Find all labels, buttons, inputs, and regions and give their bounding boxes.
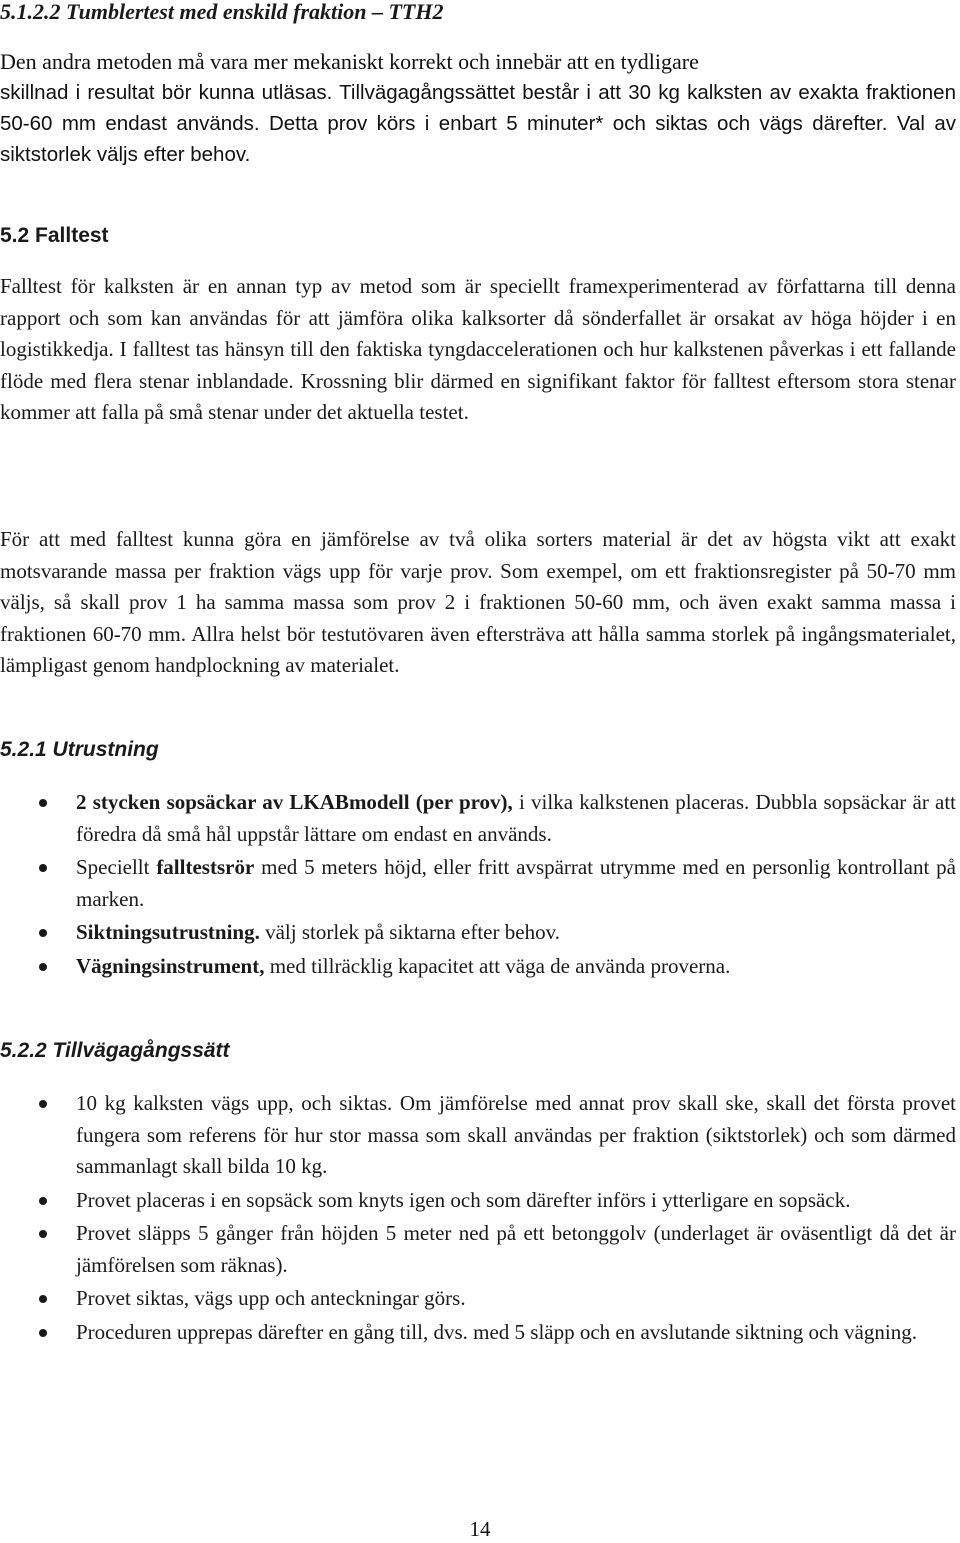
paragraph-body: skillnad i resultat bör kunna utläsas. Tillvägagångssättet består i att 30 kg kalksten av exakta fraktionen 50-60 mm endast används. Detta prov körs i enbart 5 minuter* och siktas och vägs därefter. Val av siktstorlek väljs efter behov.	[0, 81, 956, 166]
bullet-icon	[39, 1230, 47, 1238]
bullet-icon	[39, 799, 47, 807]
bullet-icon	[39, 1197, 47, 1205]
list-item: Provet placeras i en sopsäck som knyts igen och som därefter införs i ytterligare en sopsäck.	[0, 1185, 956, 1217]
page-number: 14	[469, 1517, 491, 1541]
section-5-1-2-2-paragraph	[0, 46, 956, 170]
bullet-icon	[39, 1295, 47, 1303]
bullet-icon	[39, 963, 47, 971]
bullet-icon	[39, 1100, 47, 1108]
list-item: 10 kg kalksten vägs upp, och siktas. Om jämförelse med annat prov skall ske, skall det första provet fungera som referens för hur stor massa som skall användas per fraktion (siktstorlek) och som därmed sammanlagt skall bilda 10 kg.	[0, 1088, 956, 1183]
falltest-paragraph-1: Falltest för kalksten är en annan typ av metod som är speciellt framexperimenterad av författarna till denna rapport och som kan användas för att jämföra olika kalksorter då sönderfallet är orsakat av höga höjder i en logistikkedja. I falltest tas hänsyn till den faktiska tyngdaccelerationen och hur kalkstenen påverkas i ett fallande flöde med flera stenar inblandade. Krossning blir därmed en signifikant faktor för falltest eftersom stora stenar kommer att falla på små stenar under det aktuella testet.	[0, 274, 956, 424]
bullet-icon	[39, 864, 47, 872]
section-heading-5-2-1: 5.2.1 Utrustning	[0, 738, 159, 761]
bullet-icon	[39, 1329, 47, 1337]
procedure-list	[0, 1088, 956, 1348]
falltest-paragraph-2: För att med falltest kunna göra en jämförelse av två olika sorters material är det av högsta vikt att exakt motsvarande massa per fraktion vägs upp för varje prov. Som exempel, om ett fraktionsregister på 50-70 mm väljs, så skall prov 1 ha samma massa som prov 2 i fraktionen 50-60 mm, och även exakt samma massa i fraktionen 60-70 mm. Allra helst bör testutövaren även eftersträva att hålla samma storlek på ingångsmaterialet, lämpligast genom handplockning av materialet.	[0, 527, 956, 677]
equipment-list	[0, 787, 956, 982]
list-item: Provet släpps 5 gånger från höjden 5 meter ned på ett betonggolv (underlaget är oväsentligt då det är jämförelsen som räknas).	[0, 1218, 956, 1281]
list-item: Speciellt falltestsrör med 5 meters höjd, eller fritt avspärrat utrymme med en personlig kontrollant på marken.	[0, 852, 956, 915]
list-item: 2 stycken sopsäckar av LKABmodell (per prov), i vilka kalkstenen placeras. Dubbla sopsäckar är att föredra då små hål uppstår lättare om endast en används.	[0, 787, 956, 850]
section-heading-5-2: 5.2 Falltest	[0, 224, 109, 247]
list-item: Provet siktas, vägs upp och anteckningar görs.	[0, 1283, 956, 1315]
list-item: Vägningsinstrument, med tillräcklig kapacitet att väga de använda proverna.	[0, 951, 956, 983]
section-heading-5-1-2-2: 5.1.2.2 Tumblertest med enskild fraktion – TTH2	[0, 0, 444, 24]
section-heading-5-2-2: 5.2.2 Tillvägagångssätt	[0, 1039, 230, 1062]
list-item: Siktningsutrustning. välj storlek på siktarna efter behov.	[0, 917, 956, 949]
bullet-icon	[39, 929, 47, 937]
paragraph-line-1: Den andra metoden må vara mer mekaniskt korrekt och innebär att en tydligare	[0, 49, 699, 74]
list-item: Proceduren upprepas därefter en gång till, dvs. med 5 släpp och en avslutande siktning och vägning.	[0, 1317, 956, 1349]
